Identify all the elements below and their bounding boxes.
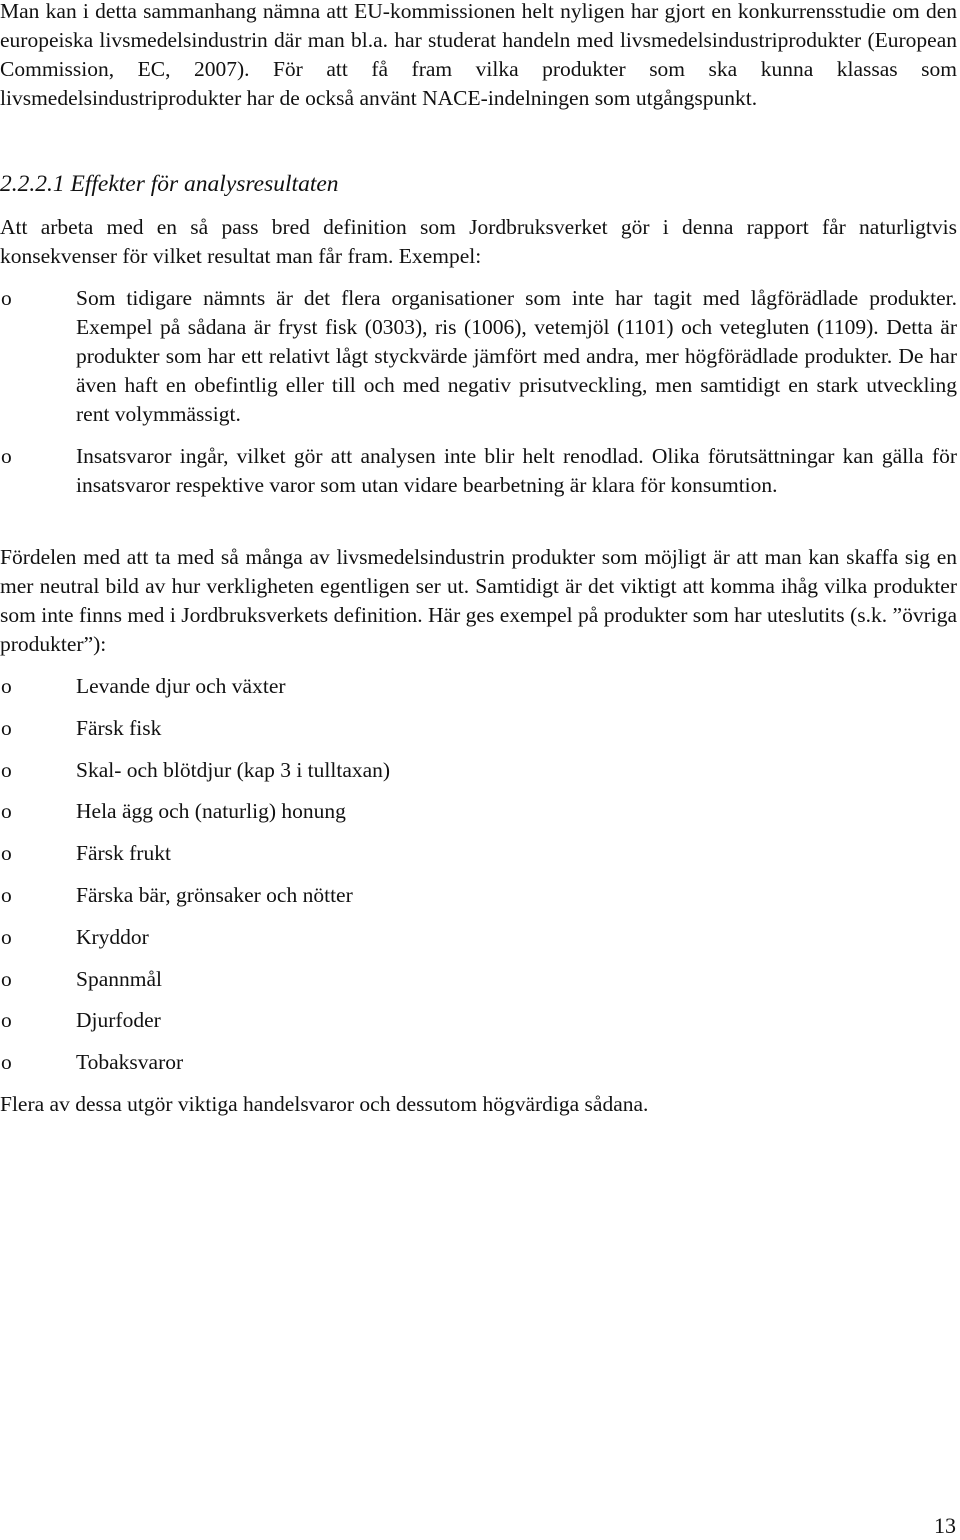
list-item-text: Färska bär, grönsaker och nötter xyxy=(76,882,353,907)
list-item-text: Insatsvaror ingår, vilket gör att analysen inte blir helt renodlad. Olika förutsättningar kan gälla för insatsvaror respektive varor som utan vidare bearbetning är klara för konsumtion. xyxy=(76,444,957,497)
list-item xyxy=(0,714,957,756)
bullet-marker: o xyxy=(1,757,12,782)
bullet-marker: o xyxy=(1,1050,12,1075)
list-item xyxy=(0,1048,957,1090)
list-item-text: Tobaksvaror xyxy=(76,1050,184,1075)
list-item-text: Levande djur och växter xyxy=(76,674,286,698)
effekter-paragraph: Att arbeta med en så pass bred definition som Jordbruksverket gör i denna rapport får naturligtvis konsekvenser för vilket resultat man får fram. Exempel: xyxy=(0,215,957,268)
excluded-products-list xyxy=(0,672,957,1090)
bullet-marker: o xyxy=(1,674,12,698)
list-item-text: Skal- och blötdjur (kap 3 i tulltaxan) xyxy=(76,757,391,782)
bullet-marker: o xyxy=(1,966,12,991)
bullet-marker: o xyxy=(1,715,12,740)
list-item xyxy=(0,839,957,881)
effect-bullet-list xyxy=(0,284,957,513)
list-item xyxy=(0,756,957,798)
bullet-marker: o xyxy=(1,1008,12,1033)
bullet-marker: o xyxy=(1,444,12,468)
list-item xyxy=(0,881,957,923)
page-number: 13 xyxy=(934,1513,956,1538)
list-item xyxy=(0,965,957,1007)
list-item-text: Spannmål xyxy=(76,966,162,991)
list-item-text: Färsk fisk xyxy=(76,715,162,740)
list-item xyxy=(0,1006,957,1048)
intro-paragraph: Man kan i detta sammanhang nämna att EU-kommissionen helt nyligen har gjort en konkurrensstudie om den europeiska livsmedelsindustrin där man bl.a. har studerat handeln med livsmedelsindustriprodukter (European Commission, EC, 2007). För att få fram vilka produkter som ska kunna klassas som livsmedelsindustriprodukter har de också använt NACE-indelningen som utgångspunkt. xyxy=(0,0,957,110)
list-item xyxy=(0,284,957,429)
list-item-text: Hela ägg och (naturlig) honung xyxy=(76,799,346,824)
closing-paragraph: Flera av dessa utgör viktiga handelsvaror och dessutom högvärdiga sådana. xyxy=(0,1092,649,1116)
section-heading: 2.2.2.1 Effekter för analysresultaten xyxy=(0,171,339,197)
list-item-text: Som tidigare nämnts är det flera organisationer som inte har tagit med lågförädlade produkter. Exempel på sådana är fryst fisk (0303), ris (1006), vetemjöl (1101) och vetegluten (1109). Detta är produkter som har ett relativt lågt styckvärde jämfört med andra, mer högförädlade produkter. De har även haft en obefintlig eller till och med negativ prisutveckling, men samtidigt en stark utveckling rent volymmässigt. xyxy=(76,286,957,426)
list-item xyxy=(0,442,957,500)
bullet-marker: o xyxy=(1,924,12,949)
list-item-text: Kryddor xyxy=(76,924,149,949)
list-item xyxy=(0,923,957,965)
list-item-text: Färsk frukt xyxy=(76,841,171,866)
list-item-text: Djurfoder xyxy=(76,1008,161,1033)
bullet-marker: o xyxy=(1,882,12,907)
bullet-marker: o xyxy=(1,841,12,866)
list-item xyxy=(0,797,957,839)
fordelen-paragraph: Fördelen med att ta med så många av livsmedelsindustrin produkter som möjligt är att man kan skaffa sig en mer neutral bild av hur verkligheten egentligen ser ut. Samtidigt är det viktigt att komma ihåg vilka produkter som inte finns med i Jordbruksverkets definition. Här ges exempel på produkter som har uteslutits (s.k. ”övriga produkter”): xyxy=(0,545,957,656)
list-item xyxy=(0,672,957,714)
bullet-marker: o xyxy=(1,799,12,824)
bullet-marker: o xyxy=(1,286,12,310)
